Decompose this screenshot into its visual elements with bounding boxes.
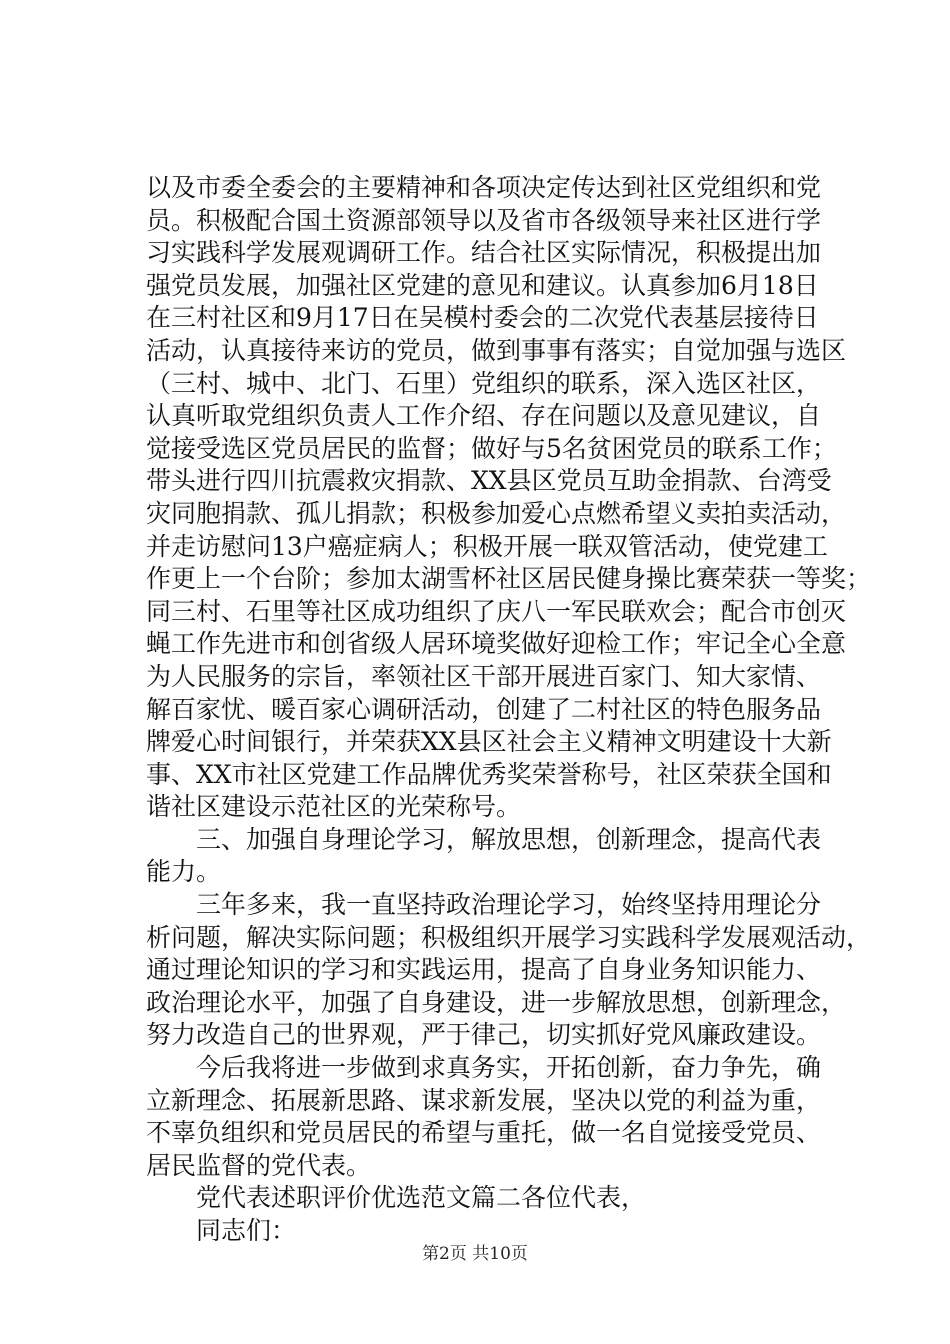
text-line: 灾同胞捐款、孤儿捐款；积极参加爱心点燃希望义卖拍卖活动， [146,498,847,528]
text-line: 立新理念、拓展新思路、谋求新发展，坚决以党的利益为重， [146,1085,822,1115]
text-line: 员。积极配合国土资源部领导以及省市各级领导来社区进行学 [146,205,822,235]
text-line: 作更上一个台阶；参加太湖雪杯社区居民健身操比赛荣获一等奖； [146,564,872,594]
text-line: 党代表述职评价优选范文篇二各位代表， [196,1183,647,1213]
text-line: 谐社区建设示范社区的光荣称号。 [146,792,522,822]
text-line: 在三村社区和9月17日在吴模村委会的二次党代表基层接待日 [146,303,819,333]
text-line: 能力。 [146,857,222,887]
document-body [146,172,872,1248]
text-line: 认真听取党组织负责人工作介绍、存在问题以及意见建议，自 [146,401,822,431]
text-line: 为人民服务的宗旨，率领社区干部开展进百家门、知大家情、 [146,661,822,691]
text-line: 三年多来，我一直坚持政治理论学习，始终坚持用理论分 [196,890,822,920]
page-footer: 第2页 共10页 [422,1244,528,1264]
text-line: 努力改造自己的世界观，严于律己，切实抓好党风廉政建设。 [146,1020,822,1050]
text-line: 析问题，解决实际问题；积极组织开展学习实践科学发展观活动， [146,922,872,952]
text-line: 蝇工作先进市和创省级人居环境奖做好迎检工作；牢记全心全意 [146,629,847,659]
text-line: 习实践科学发展观调研工作。结合社区实际情况，积极提出加 [146,238,822,268]
text-line: 带头进行四川抗震救灾捐款、XX县区党员互助金捐款、台湾受 [146,466,832,496]
text-line: 同三村、石里等社区成功组织了庆八一军民联欢会；配合市创灭 [146,596,847,626]
text-line: （三村、城中、北门、石里）党组织的联系，深入选区社区， [146,368,822,398]
text-line: 牌爱心时间银行，并荣获XX县区社会主义精神文明建设十大新 [146,727,832,757]
text-line: 并走访慰问13户癌症病人；积极开展一联双管活动，使党建工 [146,531,828,561]
text-line: 觉接受选区党员居民的监督；做好与5名贫困党员的联系工作； [146,433,837,463]
text-line: 今后我将进一步做到求真务实，开拓创新，奋力争先，确 [196,1053,822,1083]
text-line: 政治理论水平，加强了自身建设，进一步解放思想，创新理念， [146,987,847,1017]
text-line: 解百家忧、暖百家心调研活动，创建了二村社区的特色服务品 [146,694,822,724]
text-line: 事、XX市社区党建工作品牌优秀奖荣誉称号，社区荣获全国和 [146,759,832,789]
text-line: 活动，认真接待来访的党员，做到事事有落实；自觉加强与选区 [146,335,847,365]
text-line: 同志们： [196,1216,297,1245]
text-line: 三、加强自身理论学习，解放思想，创新理念，提高代表 [196,824,822,854]
text-line: 居民监督的党代表。 [146,1150,372,1180]
text-line: 通过理论知识的学习和实践运用，提高了自身业务知识能力、 [146,955,822,985]
text-line: 以及市委全委会的主要精神和各项决定传达到社区党组织和党 [146,173,822,202]
text-line: 不辜负组织和党员居民的希望与重托，做一名自觉接受党员、 [146,1118,822,1148]
text-line: 强党员发展，加强社区党建的意见和建议。认真参加6月18日 [146,270,819,300]
